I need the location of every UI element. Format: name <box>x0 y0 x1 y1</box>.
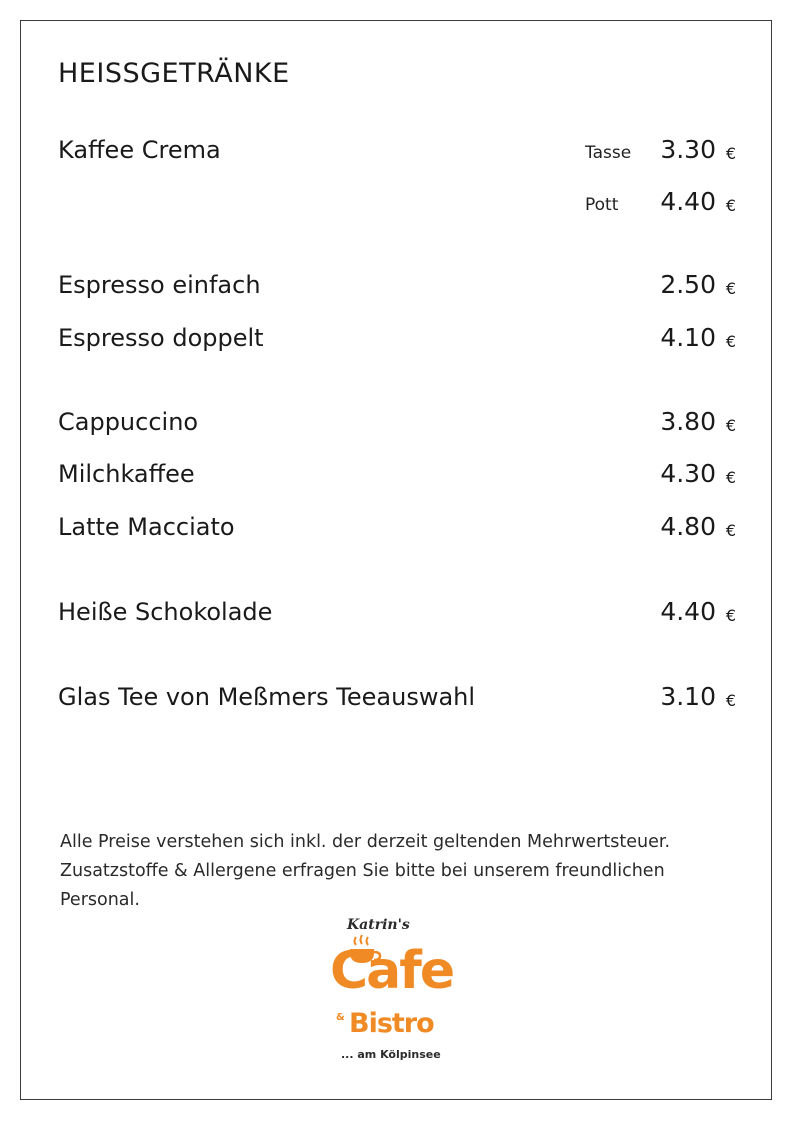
currency-symbol: € <box>725 332 736 351</box>
menu-item-row <box>58 595 736 629</box>
logo-tagline: ... am Kölpinsee <box>341 1048 441 1061</box>
currency-symbol: € <box>725 468 736 487</box>
item-price: 4.30 <box>660 459 716 488</box>
currency-symbol: € <box>725 279 736 298</box>
menu-item-row <box>58 510 736 544</box>
item-price: 2.50 <box>660 270 716 299</box>
item-price: 3.10 <box>660 682 716 711</box>
menu-item-row <box>58 133 736 167</box>
item-name: Latte Macciato <box>58 513 235 541</box>
currency-symbol: € <box>725 416 736 435</box>
currency-symbol: € <box>725 521 736 540</box>
price-note <box>60 828 750 915</box>
menu-item-row <box>58 268 736 302</box>
currency-symbol: € <box>725 144 736 163</box>
item-price: 4.10 <box>660 323 716 352</box>
logo-cafe-word: Cafe <box>330 941 454 1001</box>
item-size: Tasse <box>585 143 632 163</box>
menu-item-row <box>58 321 736 355</box>
logo-owner-name: Katrin's <box>347 917 410 933</box>
item-name: Milchkaffee <box>58 460 195 488</box>
item-price: 3.80 <box>660 407 716 436</box>
item-price: 4.80 <box>660 512 716 541</box>
logo-bistro-word: Bistro <box>349 1008 434 1039</box>
allergen-note: Zusatzstoffe & Allergene erfragen Sie bitte bei unserem freundlichen Personal. <box>60 861 665 910</box>
menu-item-row <box>58 457 736 491</box>
item-price: 3.30 <box>660 135 716 164</box>
item-name: Espresso doppelt <box>58 324 264 352</box>
item-price: 4.40 <box>660 597 716 626</box>
item-name: Espresso einfach <box>58 271 261 299</box>
cafe-bistro-logo <box>327 915 454 1065</box>
menu-item-row <box>58 680 736 714</box>
item-size: Pott <box>585 195 619 215</box>
tax-note: Alle Preise verstehen sich inkl. der derzeit geltenden Mehrwertsteuer. <box>60 832 671 852</box>
item-name: Glas Tee von Meßmers Teeauswahl <box>58 683 476 711</box>
item-price: 4.40 <box>660 187 716 216</box>
item-name: Heiße Schokolade <box>58 598 273 626</box>
menu-title: HEISSGETRÄNKE <box>58 58 290 89</box>
currency-symbol: € <box>725 691 736 710</box>
item-name: Kaffee Crema <box>58 136 221 164</box>
menu-item-row <box>58 185 736 219</box>
currency-symbol: € <box>725 196 736 215</box>
currency-symbol: € <box>725 606 736 625</box>
menu-item-row <box>58 405 736 439</box>
logo-ampersand: & <box>336 1012 345 1023</box>
item-name: Cappuccino <box>58 408 199 436</box>
